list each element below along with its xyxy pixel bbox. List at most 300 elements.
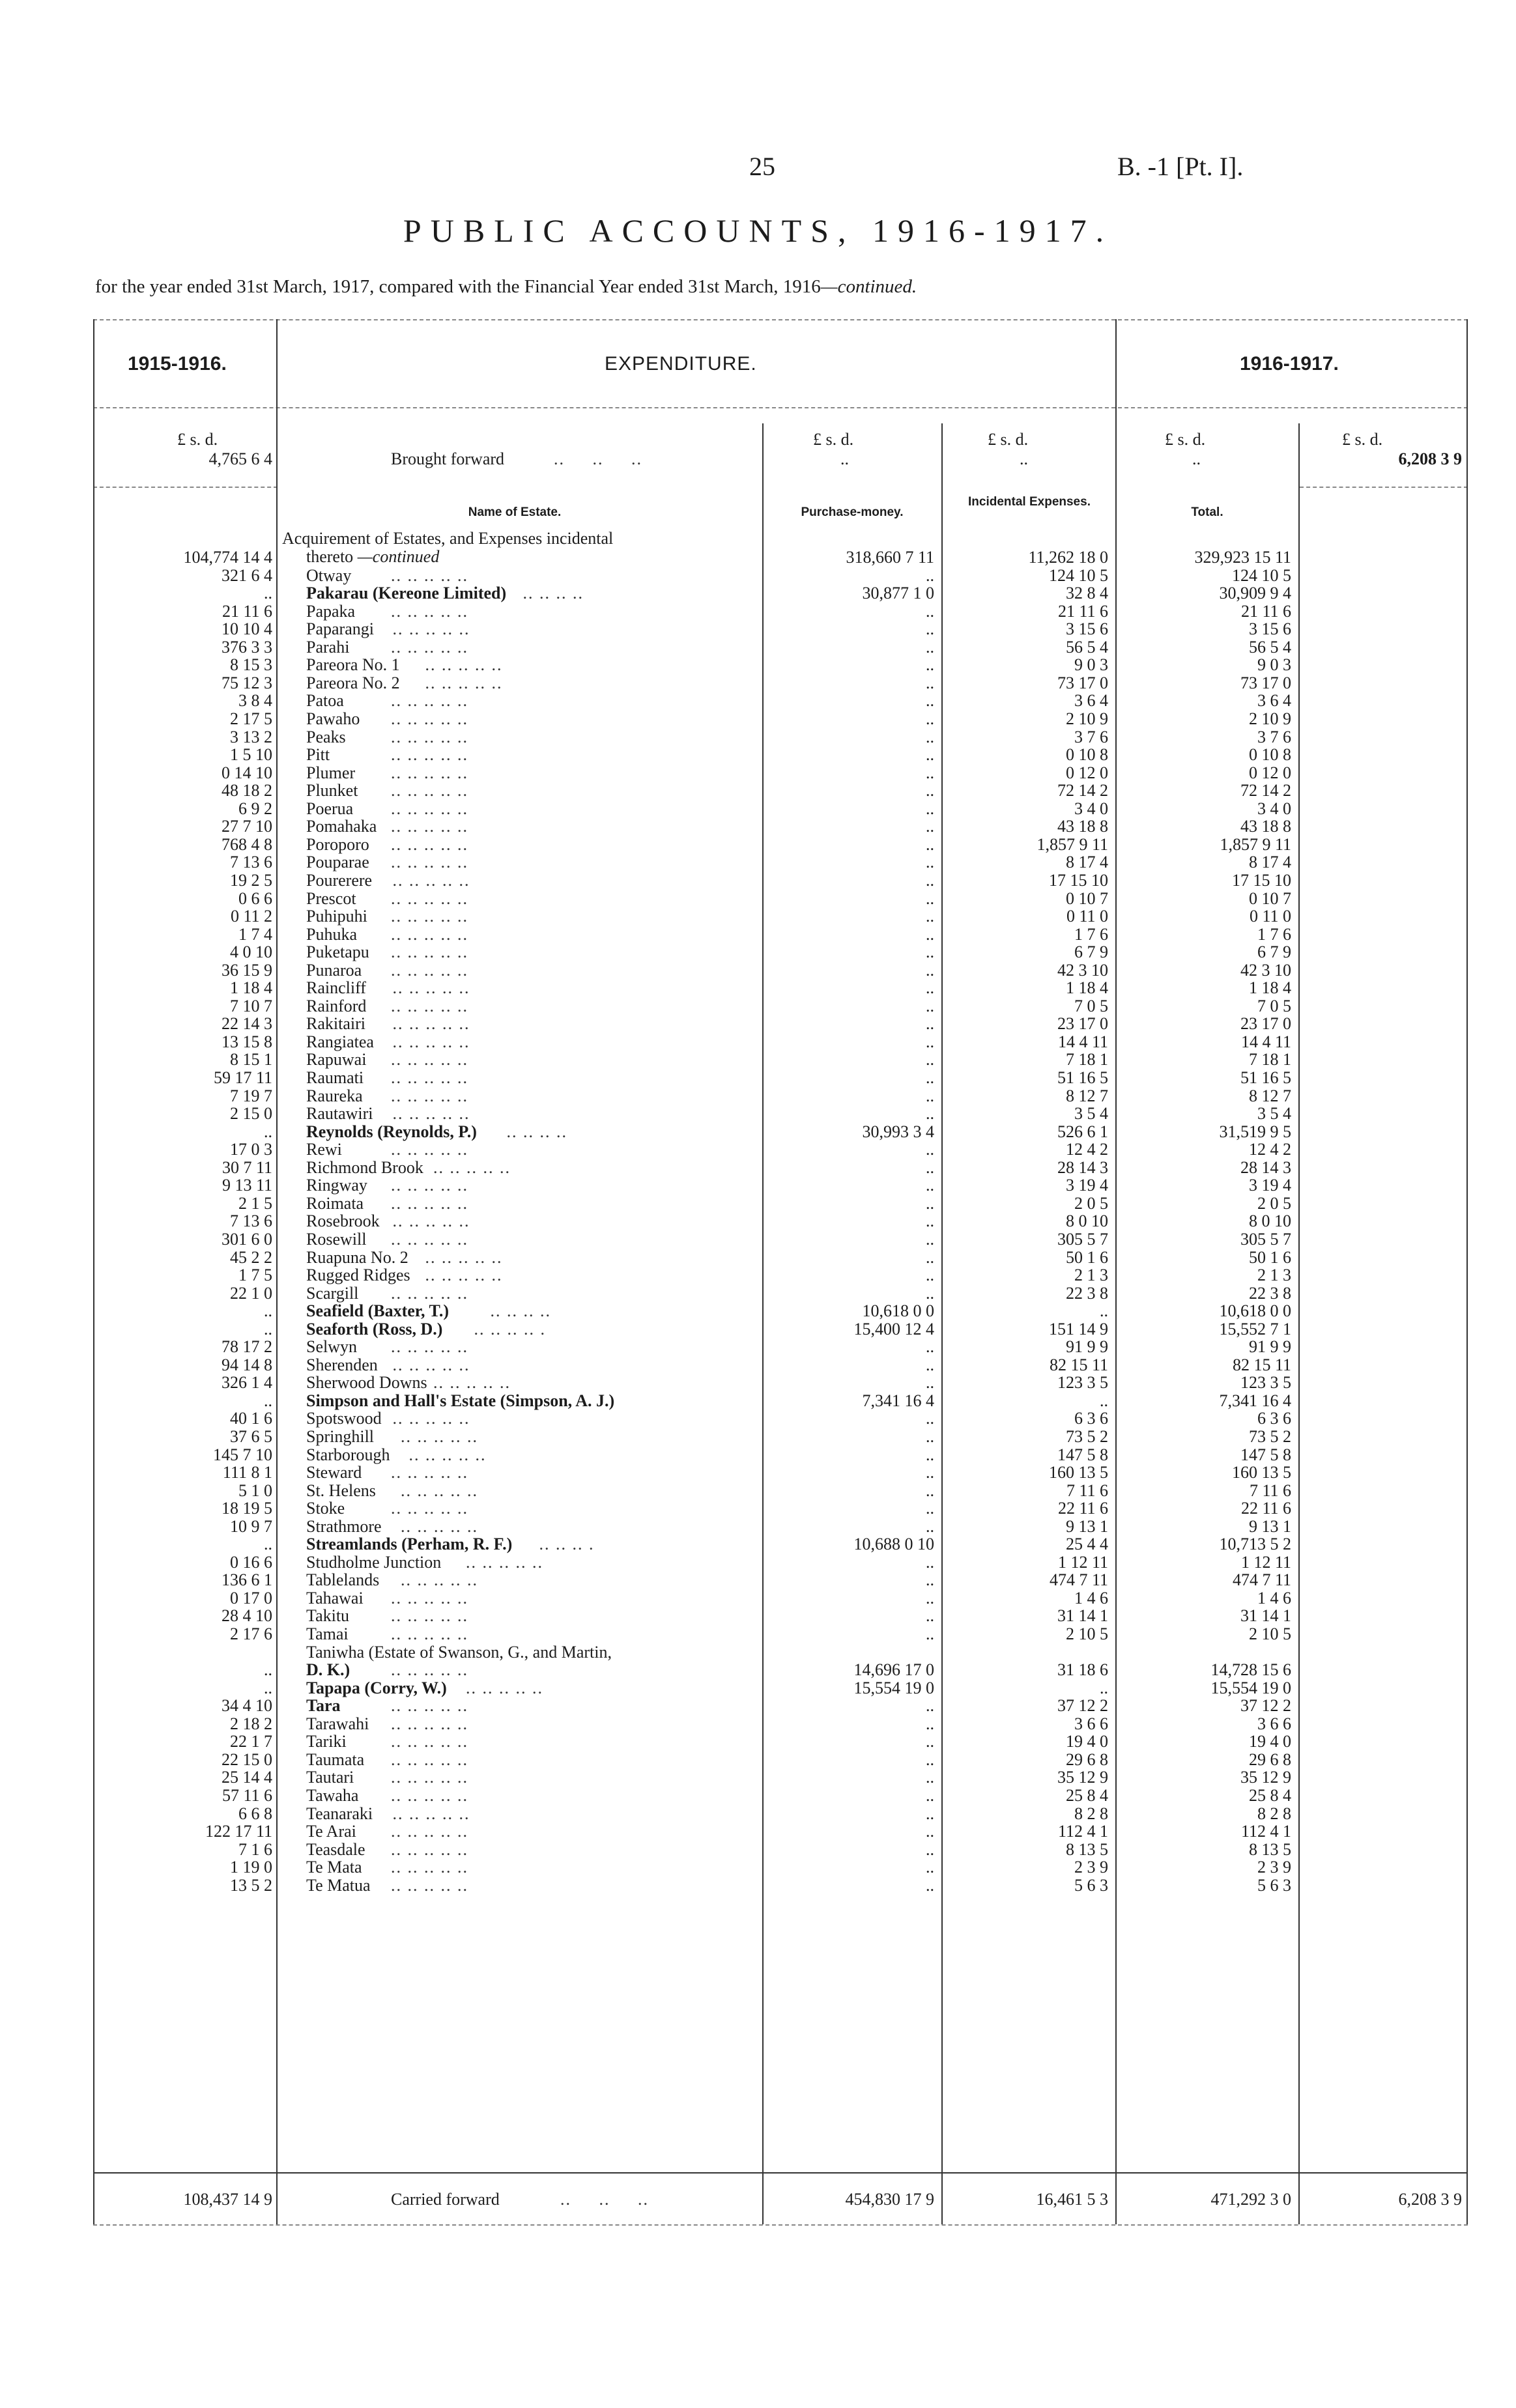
row-purchase-money: .. bbox=[926, 1266, 934, 1284]
leader-dots: .. .. .. .. .. bbox=[392, 1104, 470, 1124]
carried-purchase: 454,830 17 9 bbox=[845, 2190, 934, 2209]
col-total-heading: Total. bbox=[1191, 505, 1223, 519]
leader-dots: .. .. .. .. .. bbox=[391, 727, 468, 746]
row-1915-amount: 57 11 6 bbox=[222, 1785, 272, 1805]
row-incidental: 8 0 10 bbox=[1066, 1211, 1108, 1231]
row-total: 124 10 5 bbox=[1232, 565, 1291, 585]
leader-dots: .. .. .. .. .. bbox=[391, 781, 468, 800]
row-purchase-money: .. bbox=[926, 1822, 934, 1841]
row-estate-name: Te Arai bbox=[306, 1822, 356, 1841]
row-1915-amount: 17 0 3 bbox=[230, 1140, 272, 1159]
leader-dots: .. .. .. .. .. bbox=[425, 1247, 503, 1267]
row-estate-name: Pakarau (Kereone Limited) bbox=[306, 584, 507, 603]
leader-dots: .. .. .. bbox=[554, 449, 642, 468]
currency-right: £ s. d. bbox=[1342, 430, 1383, 449]
leader-dots: .. .. .. .. bbox=[490, 1301, 551, 1321]
row-estate-name: Ringway bbox=[306, 1176, 367, 1195]
leader-dots: .. .. .. .. .. bbox=[391, 1660, 468, 1680]
row-total: 474 7 11 bbox=[1232, 1570, 1291, 1590]
row-total: 8 13 5 bbox=[1249, 1839, 1291, 1859]
row-incidental: 50 1 6 bbox=[1066, 1247, 1108, 1267]
row-purchase-money: 14,696 17 0 bbox=[853, 1660, 934, 1680]
row-1915-amount: 2 17 5 bbox=[230, 709, 272, 728]
row-total: 50 1 6 bbox=[1249, 1247, 1291, 1267]
row-total: 3 6 6 bbox=[1257, 1714, 1291, 1733]
row-1915-amount: 7 13 6 bbox=[230, 1211, 272, 1231]
leader-dots: .. .. .. .. .. bbox=[391, 1050, 468, 1069]
currency-incidental: £ s. d. bbox=[988, 430, 1029, 449]
row-1915-amount: 6 9 2 bbox=[238, 799, 272, 818]
row-incidental: .. bbox=[1100, 1391, 1108, 1410]
row-total: 160 13 5 bbox=[1232, 1463, 1291, 1482]
row-total: 42 3 10 bbox=[1240, 960, 1291, 980]
row-purchase-money: .. bbox=[926, 673, 934, 692]
row-estate-name: Peaks bbox=[306, 727, 346, 746]
leader-dots: .. .. .. .. .. bbox=[466, 1678, 543, 1697]
row-estate-name: Te Mata bbox=[306, 1858, 362, 1877]
row-purchase-money: .. bbox=[926, 619, 934, 639]
row-purchase-money: .. bbox=[926, 1804, 934, 1823]
row-estate-name: Taniwha (Estate of Swanson, G., and Martin, bbox=[306, 1642, 612, 1662]
col-purchase-heading: Purchase-money. bbox=[801, 505, 904, 519]
leader-dots: .. .. .. . bbox=[539, 1535, 595, 1554]
row-estate-name: Otway bbox=[306, 565, 352, 585]
row-incidental: 21 11 6 bbox=[1057, 601, 1108, 621]
row-estate-name: Rewi bbox=[306, 1140, 342, 1159]
row-estate-name: Patoa bbox=[306, 691, 344, 711]
row-estate-name: Te Matua bbox=[306, 1875, 371, 1895]
row-total: 3 6 4 bbox=[1257, 691, 1291, 711]
row-incidental: 305 5 7 bbox=[1057, 1229, 1108, 1249]
row-incidental: 151 14 9 bbox=[1049, 1319, 1108, 1339]
section-heading: Acquirement of Estates, and Expenses incidental bbox=[282, 529, 614, 548]
row-1915-amount: 0 6 6 bbox=[238, 888, 272, 908]
row-incidental: 3 6 6 bbox=[1074, 1714, 1108, 1733]
row-purchase-money: .. bbox=[926, 781, 934, 800]
row-incidental: 0 11 0 bbox=[1066, 907, 1108, 926]
carried-forward-label: Carried forward bbox=[391, 2190, 500, 2209]
row-total: 305 5 7 bbox=[1240, 1229, 1291, 1249]
leader-dots: .. .. .. .. .. bbox=[391, 1749, 468, 1769]
row-estate-name: Steward bbox=[306, 1463, 362, 1482]
leader-dots: .. .. .. .. .. bbox=[392, 1014, 470, 1034]
row-total: 31 14 1 bbox=[1240, 1606, 1291, 1626]
leader-dots: .. .. .. .. .. bbox=[391, 1193, 468, 1213]
row-1915-amount: 59 17 11 bbox=[213, 1068, 272, 1087]
empty-marker: .. bbox=[840, 449, 849, 468]
row-1915-amount: 0 14 10 bbox=[222, 763, 272, 782]
row-1915-amount: 2 18 2 bbox=[230, 1714, 272, 1733]
row-purchase-money: .. bbox=[926, 655, 934, 675]
row-purchase-money: .. bbox=[926, 1193, 934, 1213]
row-estate-name: Spotswood bbox=[306, 1409, 382, 1428]
row-incidental: 29 6 8 bbox=[1066, 1749, 1108, 1769]
leader-dots: .. .. .. .. .. bbox=[391, 1176, 468, 1195]
leader-dots: .. .. .. .. .. bbox=[391, 907, 468, 926]
leader-dots: .. .. .. .. .. bbox=[391, 601, 468, 621]
leader-dots: .. .. .. .. .. bbox=[391, 942, 468, 962]
document-reference: B. -1 [Pt. I]. bbox=[1117, 152, 1244, 181]
left-sub-rule bbox=[93, 487, 278, 488]
row-estate-name: Rakitairi bbox=[306, 1014, 365, 1034]
leader-dots: .. .. .. .. .. bbox=[425, 1266, 503, 1284]
row-1915-amount: .. bbox=[264, 1319, 272, 1339]
carried-right: 6,208 3 9 bbox=[1398, 2190, 1462, 2209]
row-incidental: 2 10 5 bbox=[1066, 1624, 1108, 1643]
row-1915-amount: .. bbox=[264, 1391, 272, 1410]
row-incidental: 32 8 4 bbox=[1066, 584, 1108, 603]
leader-dots: .. .. .. .. .. bbox=[466, 1552, 543, 1572]
header-bottom-rule bbox=[93, 407, 1468, 408]
row-incidental: 8 17 4 bbox=[1066, 853, 1108, 872]
row-purchase-money: .. bbox=[926, 1176, 934, 1195]
row-purchase-money: 318,660 7 11 bbox=[846, 548, 934, 567]
row-purchase-money: .. bbox=[926, 1714, 934, 1733]
row-total: 8 17 4 bbox=[1249, 853, 1291, 872]
row-incidental: 56 5 4 bbox=[1066, 637, 1108, 657]
row-total: 3 15 6 bbox=[1249, 619, 1291, 639]
leader-dots: .. .. .. .. .. bbox=[391, 1624, 468, 1643]
section-continued: —continued bbox=[357, 547, 440, 566]
subtitle-continued: —continued. bbox=[820, 276, 917, 297]
row-estate-name: Tara bbox=[306, 1696, 341, 1716]
row-total: 1,857 9 11 bbox=[1220, 834, 1291, 854]
row-estate-name: Strathmore bbox=[306, 1516, 382, 1536]
row-incidental: 112 4 1 bbox=[1057, 1822, 1108, 1841]
table-top-rule bbox=[93, 319, 1468, 320]
leader-dots: .. .. .. .. .. bbox=[392, 1355, 470, 1374]
col-divider-5 bbox=[1298, 423, 1300, 2224]
row-purchase-money: .. bbox=[926, 1480, 934, 1500]
row-estate-name: Teanaraki bbox=[306, 1804, 373, 1823]
row-incidental: 25 4 4 bbox=[1066, 1535, 1108, 1554]
row-purchase-money: .. bbox=[926, 978, 934, 998]
row-estate-name: Tamai bbox=[306, 1624, 349, 1643]
row-purchase-money: .. bbox=[926, 1516, 934, 1536]
row-incidental: 43 18 8 bbox=[1057, 817, 1108, 836]
row-purchase-money: .. bbox=[926, 1032, 934, 1051]
row-total: 25 8 4 bbox=[1249, 1785, 1291, 1805]
carried-top-rule bbox=[93, 2172, 1468, 2174]
row-1915-amount: 7 10 7 bbox=[230, 996, 272, 1015]
row-incidental: 25 8 4 bbox=[1066, 1785, 1108, 1805]
row-incidental: 3 6 4 bbox=[1074, 691, 1108, 711]
brought-forward-label: Brought forward bbox=[391, 449, 505, 468]
row-estate-name: Rapuwai bbox=[306, 1050, 367, 1069]
row-total: 82 15 11 bbox=[1232, 1355, 1291, 1374]
row-purchase-money: .. bbox=[926, 1696, 934, 1716]
row-purchase-money: .. bbox=[926, 1140, 934, 1159]
row-estate-name: Studholme Junction bbox=[306, 1552, 442, 1572]
leader-dots: .. .. .. .. .. bbox=[391, 1140, 468, 1159]
row-1915-amount: 6 6 8 bbox=[238, 1804, 272, 1823]
row-incidental: 3 5 4 bbox=[1074, 1104, 1108, 1124]
row-total: 1 12 11 bbox=[1240, 1552, 1291, 1572]
row-1915-amount: 40 1 6 bbox=[230, 1409, 272, 1428]
row-1915-amount: 8 15 1 bbox=[230, 1050, 272, 1069]
leader-dots: .. .. .. .. .. bbox=[391, 709, 468, 728]
row-estate-name: Seaforth (Ross, D.) bbox=[306, 1319, 443, 1339]
leader-dots: .. .. .. bbox=[560, 2190, 649, 2209]
leader-dots: .. .. .. .. .. bbox=[391, 565, 468, 585]
page-number: 25 bbox=[749, 152, 775, 181]
leader-dots: .. .. .. .. .. bbox=[391, 691, 468, 711]
row-1915-amount: 37 6 5 bbox=[230, 1426, 272, 1446]
row-incidental: 91 9 9 bbox=[1066, 1337, 1108, 1357]
leader-dots: .. .. .. .. .. bbox=[392, 1409, 470, 1428]
leader-dots: .. .. .. .. .. bbox=[391, 924, 468, 944]
row-1915-amount: 321 6 4 bbox=[222, 565, 272, 585]
row-estate-name: Roimata bbox=[306, 1193, 364, 1213]
row-1915-amount: 22 15 0 bbox=[222, 1749, 272, 1769]
row-incidental: 28 14 3 bbox=[1057, 1157, 1108, 1177]
row-purchase-money: .. bbox=[926, 1229, 934, 1249]
leader-dots: .. .. .. .. .. bbox=[391, 1588, 468, 1608]
table-left-border bbox=[93, 319, 94, 2224]
leader-dots: .. .. .. .. .. bbox=[433, 1157, 511, 1177]
row-purchase-money: .. bbox=[926, 637, 934, 657]
row-1915-amount: 25 14 4 bbox=[222, 1768, 272, 1787]
row-estate-name: Paparangi bbox=[306, 619, 374, 639]
row-estate-name: Tariki bbox=[306, 1732, 347, 1751]
brought-forward-left: 4,765 6 4 bbox=[208, 449, 272, 468]
row-estate-name: Streamlands (Perham, R. F.) bbox=[306, 1535, 513, 1554]
leader-dots: .. .. .. .. .. bbox=[391, 996, 468, 1015]
row-incidental: 1 4 6 bbox=[1074, 1588, 1108, 1608]
row-incidental: 35 12 9 bbox=[1057, 1768, 1108, 1787]
row-incidental: 37 12 2 bbox=[1057, 1696, 1108, 1716]
row-incidental: 0 10 7 bbox=[1066, 888, 1108, 908]
row-total: 3 7 6 bbox=[1257, 727, 1291, 746]
leader-dots: .. .. .. .. .. bbox=[391, 1768, 468, 1787]
row-purchase-money: .. bbox=[926, 1068, 934, 1087]
row-estate-name: Stoke bbox=[306, 1499, 345, 1518]
row-1915-amount: 36 15 9 bbox=[222, 960, 272, 980]
row-purchase-money: 15,554 19 0 bbox=[853, 1678, 934, 1697]
leader-dots: .. .. .. .. .. bbox=[391, 1337, 468, 1357]
row-purchase-money: .. bbox=[926, 1624, 934, 1643]
leader-dots: .. .. .. .. .. bbox=[433, 1373, 511, 1393]
currency-left: £ s. d. bbox=[177, 430, 218, 449]
row-incidental: 3 15 6 bbox=[1066, 619, 1108, 639]
row-estate-name: Ruapuna No. 2 bbox=[306, 1247, 408, 1267]
row-total: 31,519 9 5 bbox=[1219, 1122, 1291, 1141]
row-estate-name: Pourerere bbox=[306, 870, 373, 890]
row-purchase-money: 10,688 0 10 bbox=[853, 1535, 934, 1554]
row-total: 0 11 0 bbox=[1249, 907, 1291, 926]
row-estate-name: Pawaho bbox=[306, 709, 360, 728]
row-total: 73 17 0 bbox=[1240, 673, 1291, 692]
row-estate-name: Reynolds (Reynolds, P.) bbox=[306, 1122, 477, 1141]
row-total: 56 5 4 bbox=[1249, 637, 1291, 657]
row-1915-amount: 0 17 0 bbox=[230, 1588, 272, 1608]
row-incidental: 3 19 4 bbox=[1066, 1176, 1108, 1195]
row-incidental: 9 13 1 bbox=[1066, 1516, 1108, 1536]
row-incidental: 0 10 8 bbox=[1066, 745, 1108, 764]
row-1915-amount: 10 9 7 bbox=[230, 1516, 272, 1536]
row-total: 15,552 7 1 bbox=[1219, 1319, 1291, 1339]
row-incidental: 147 5 8 bbox=[1057, 1445, 1108, 1464]
row-estate-name: Rainford bbox=[306, 996, 367, 1015]
row-purchase-money: .. bbox=[926, 1337, 934, 1357]
row-incidental: 12 4 2 bbox=[1066, 1140, 1108, 1159]
row-1915-amount: 34 4 10 bbox=[222, 1696, 272, 1716]
leader-dots: .. .. .. .. .. bbox=[391, 745, 468, 764]
leader-dots: .. .. .. .. .. bbox=[391, 763, 468, 782]
row-total: 12 4 2 bbox=[1249, 1140, 1291, 1159]
leader-dots: .. .. .. .. .. bbox=[391, 834, 468, 854]
row-incidental: 31 14 1 bbox=[1057, 1606, 1108, 1626]
row-total: 2 3 9 bbox=[1257, 1858, 1291, 1877]
row-total: 51 16 5 bbox=[1240, 1068, 1291, 1087]
row-purchase-money: .. bbox=[926, 1211, 934, 1231]
row-total: 7 18 1 bbox=[1249, 1050, 1291, 1069]
row-total: 3 5 4 bbox=[1257, 1104, 1291, 1124]
row-purchase-money: .. bbox=[926, 1463, 934, 1482]
row-total: 123 3 5 bbox=[1240, 1373, 1291, 1393]
leader-dots: .. .. .. .. .. bbox=[392, 1211, 470, 1231]
leader-dots: .. .. .. .. .. bbox=[391, 1606, 468, 1626]
row-purchase-money: .. bbox=[926, 1875, 934, 1895]
row-1915-amount: 7 1 6 bbox=[238, 1839, 272, 1859]
row-purchase-money: .. bbox=[926, 1588, 934, 1608]
row-estate-name: Sherenden bbox=[306, 1355, 378, 1374]
row-1915-amount: 7 13 6 bbox=[230, 853, 272, 872]
row-total: 6 7 9 bbox=[1257, 942, 1291, 962]
col-incidental-heading: Incidental Expenses. bbox=[968, 495, 1091, 509]
row-1915-amount: .. bbox=[264, 1301, 272, 1321]
row-total: 6 3 6 bbox=[1257, 1409, 1291, 1428]
right-year-heading: 1916-1917. bbox=[1240, 353, 1339, 375]
row-total: 35 12 9 bbox=[1240, 1768, 1291, 1787]
brought-forward-right: 6,208 3 9 bbox=[1398, 449, 1462, 468]
row-estate-name: Punaroa bbox=[306, 960, 362, 980]
currency-total: £ s. d. bbox=[1165, 430, 1206, 449]
row-purchase-money: .. bbox=[926, 942, 934, 962]
row-estate-name: Rangiatea bbox=[306, 1032, 374, 1051]
carried-incidental: 16,461 5 3 bbox=[1036, 2190, 1108, 2209]
col-name-heading: Name of Estate. bbox=[468, 505, 562, 519]
row-incidental: .. bbox=[1100, 1678, 1108, 1697]
row-estate-name: Rosewill bbox=[306, 1229, 367, 1249]
row-total: 17 15 10 bbox=[1232, 870, 1291, 890]
row-incidental: 22 3 8 bbox=[1066, 1283, 1108, 1303]
row-total: 1 4 6 bbox=[1257, 1588, 1291, 1608]
row-purchase-money: .. bbox=[926, 1499, 934, 1518]
row-incidental: 7 18 1 bbox=[1066, 1050, 1108, 1069]
row-1915-amount: 1 5 10 bbox=[230, 745, 272, 764]
row-1915-amount: 122 17 11 bbox=[205, 1822, 272, 1841]
leader-dots: .. .. .. .. bbox=[506, 1122, 567, 1141]
row-purchase-money: .. bbox=[926, 1732, 934, 1751]
row-1915-amount: 2 1 5 bbox=[238, 1193, 272, 1213]
row-estate-name: Tapapa (Corry, W.) bbox=[306, 1678, 447, 1697]
row-total: 0 10 8 bbox=[1249, 745, 1291, 764]
row-total: 5 6 3 bbox=[1257, 1875, 1291, 1895]
row-estate-name: Prescot bbox=[306, 888, 356, 908]
right-sub-rule bbox=[1300, 487, 1468, 488]
row-incidental: 3 4 0 bbox=[1074, 799, 1108, 818]
row-incidental: 82 15 11 bbox=[1049, 1355, 1108, 1374]
row-total: 10,618 0 0 bbox=[1219, 1301, 1291, 1321]
row-purchase-money: .. bbox=[926, 1445, 934, 1464]
row-purchase-money: .. bbox=[926, 1014, 934, 1034]
row-incidental: .. bbox=[1100, 1301, 1108, 1321]
row-purchase-money: .. bbox=[926, 1858, 934, 1877]
row-incidental: 8 12 7 bbox=[1066, 1086, 1108, 1105]
row-total: 14 4 11 bbox=[1240, 1032, 1291, 1051]
row-total: 91 9 9 bbox=[1249, 1337, 1291, 1357]
row-1915-amount: 1 19 0 bbox=[230, 1858, 272, 1877]
row-1915-amount: 28 4 10 bbox=[222, 1606, 272, 1626]
row-1915-amount: 45 2 2 bbox=[230, 1247, 272, 1267]
row-estate-name: Taumata bbox=[306, 1749, 365, 1769]
row-incidental: 2 0 5 bbox=[1074, 1193, 1108, 1213]
leader-dots: .. .. .. .. .. bbox=[391, 888, 468, 908]
leader-dots: .. .. .. .. .. bbox=[391, 1858, 468, 1877]
row-total: 22 11 6 bbox=[1240, 1499, 1291, 1518]
leader-dots: .. .. .. .. .. bbox=[392, 619, 470, 639]
row-estate-name: Tarawahi bbox=[306, 1714, 369, 1733]
leader-dots: .. .. .. .. .. bbox=[391, 1785, 468, 1805]
row-purchase-money: .. bbox=[926, 745, 934, 764]
row-incidental: 1,857 9 11 bbox=[1037, 834, 1108, 854]
row-total: 9 13 1 bbox=[1249, 1516, 1291, 1536]
row-incidental: 7 11 6 bbox=[1066, 1480, 1108, 1500]
row-total: 7 11 6 bbox=[1249, 1480, 1291, 1500]
row-incidental: 526 6 1 bbox=[1057, 1122, 1108, 1141]
table-right-border bbox=[1466, 319, 1468, 2224]
row-incidental: 8 2 8 bbox=[1074, 1804, 1108, 1823]
row-purchase-money: .. bbox=[926, 799, 934, 818]
leader-dots: .. .. .. .. .. bbox=[425, 673, 503, 692]
row-estate-name: Rosebrook bbox=[306, 1211, 380, 1231]
row-incidental: 6 3 6 bbox=[1074, 1409, 1108, 1428]
leader-dots: .. .. .. .. .. bbox=[391, 817, 468, 836]
row-1915-amount: 48 18 2 bbox=[222, 781, 272, 800]
row-incidental: 51 16 5 bbox=[1057, 1068, 1108, 1087]
leader-dots: .. .. .. .. .. bbox=[408, 1445, 487, 1464]
section-thereto: thereto bbox=[306, 547, 354, 566]
row-1915-amount: .. bbox=[264, 584, 272, 603]
row-1915-amount: 5 1 0 bbox=[238, 1480, 272, 1500]
leader-dots: .. .. .. .. .. bbox=[391, 1875, 468, 1895]
row-incidental: 1 12 11 bbox=[1057, 1552, 1108, 1572]
row-1915-amount: 3 8 4 bbox=[238, 691, 272, 711]
row-estate-name: Pouparae bbox=[306, 853, 369, 872]
row-1915-amount: 78 17 2 bbox=[222, 1337, 272, 1357]
row-total: 0 12 0 bbox=[1249, 763, 1291, 782]
leader-dots: .. .. .. .. .. bbox=[391, 637, 468, 657]
page-subtitle bbox=[95, 276, 917, 298]
row-purchase-money: .. bbox=[926, 1426, 934, 1446]
col-divider-1 bbox=[276, 319, 278, 2224]
row-total: 0 10 7 bbox=[1249, 888, 1291, 908]
row-1915-amount: 1 18 4 bbox=[230, 978, 272, 998]
row-purchase-money: .. bbox=[926, 1157, 934, 1177]
row-1915-amount: .. bbox=[264, 1535, 272, 1554]
row-total: 43 18 8 bbox=[1240, 817, 1291, 836]
row-1915-amount: 10 10 4 bbox=[222, 619, 272, 639]
row-estate-name: St. Helens bbox=[306, 1480, 376, 1500]
row-purchase-money: .. bbox=[926, 888, 934, 908]
row-1915-amount: 136 6 1 bbox=[222, 1570, 272, 1590]
empty-marker: .. bbox=[1192, 449, 1201, 468]
row-purchase-money: .. bbox=[926, 1749, 934, 1769]
row-1915-amount: 22 1 0 bbox=[230, 1283, 272, 1303]
row-1915-amount: 4 0 10 bbox=[230, 942, 272, 962]
row-purchase-money: .. bbox=[926, 1768, 934, 1787]
